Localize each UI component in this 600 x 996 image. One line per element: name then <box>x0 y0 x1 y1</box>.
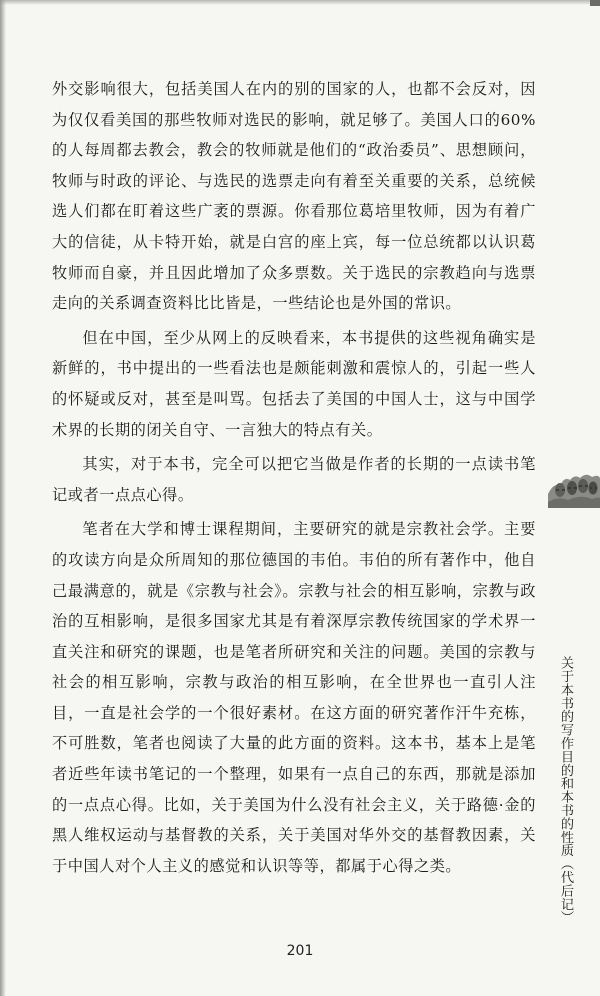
page-number: 201 <box>286 943 314 959</box>
page-top-shadow <box>0 0 600 5</box>
side-tab-label: 关于本书的写作目的和本书的性质（代后记） <box>558 656 573 924</box>
paragraph-1: 外交影响很大，包括美国人在内的别的国家的人，也都不会反对，因为仅仅看美国的那些牧师对选民的影响，就足够了。美国人口的60%的人每周都去教会，教会的牧师就是他们的“政治委员”、思想顾问，牧师与时政的评论、与选民的选票走向有着至关重要的关系，总统候选人们都在盯着这些广袤的票源。你看那位葛培里牧师，因为有着广大的信徒，从卡特开始，就是白宫的座上宾，每一位总统都以认识葛牧师而自豪，并且因此增加了众多票数。关于选民的宗教趋向与选票走向的关系调查资料比比皆是，一些结论也是外国的常识。 <box>52 80 536 313</box>
paragraph-3: 其实，对于本书，完全可以把它当做是作者的长期的一点读书笔记或者一点点心得。 <box>52 455 536 504</box>
paragraph-4: 笔者在大学和博士课程期间，主要研究的就是宗教社会学。主要的攻读方向是众所周知的那位德国的韦伯。韦伯的所有著作中，他自己最满意的，就是《宗教与社会》。宗教与社会的相互影响，宗教与政治的互相影响，是很多国家尤其是有着深厚宗教传统国家的学术界一直关注和研究的课题，也是笔者所研究和关注的问题。美国的宗教与社会的相互影响，宗教与政治的相互影响，在全世界也一直引人注目，一直是社会学的一个很好素材。在这方面的研究著作汗牛充栋，不可胜数，笔者也阅读了大量的此方面的资料。这本书，基本上是笔者近些年读书笔记的一个整理，如果有一点自己的东西，那就是添加的一点点心得。比如，关于美国为什么没有社会主义，关于路德·金的黑人维权运动与基督教的关系，关于美国对华外交的基督教因素，关于中国人对个人主义的感觉和认识等等，都属于心得之类。 <box>52 520 536 875</box>
chapter-side-tab <box>552 656 582 924</box>
page-binding-shadow <box>0 0 6 996</box>
rushmore-thumbnail-icon <box>548 468 600 508</box>
corner-mark <box>590 0 600 6</box>
paragraph-2: 但在中国，至少从网上的反映看来，本书提供的这些视角确实是新鲜的，书中提出的一些看法也是颇能刺激和震惊人的，引起一些人的怀疑或反对，甚至是叫骂。包括去了美国的中国人士，这与中国学术界的长期的闭关自守、一言独大的特点有关。 <box>52 328 536 439</box>
body-text <box>52 74 536 885</box>
